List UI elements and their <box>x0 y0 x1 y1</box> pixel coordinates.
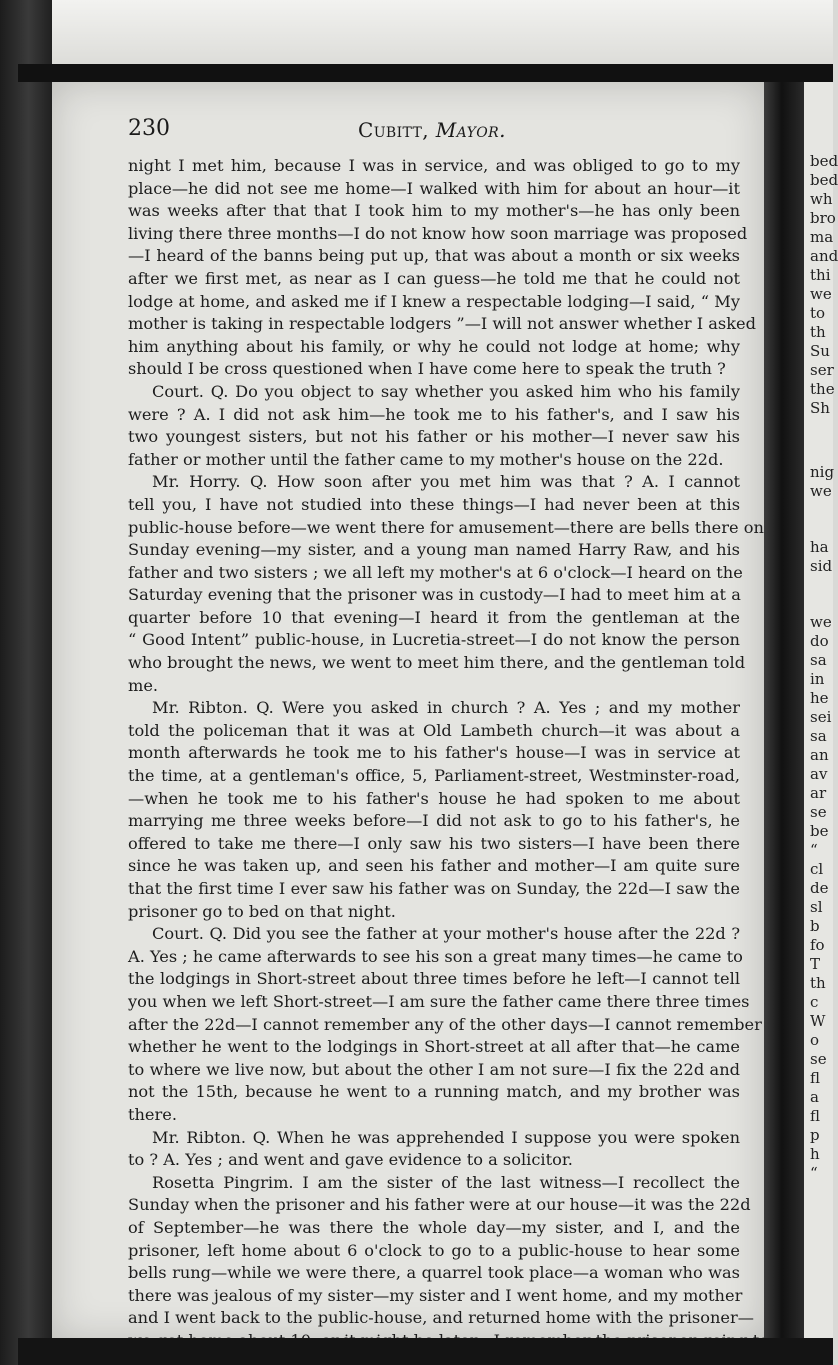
facing-page-fragment: thi <box>810 266 831 284</box>
facing-page-fragment: ma <box>810 228 834 246</box>
text-line: after the 22d—I cannot remember any of the other days—I cannot remember <box>128 1014 762 1034</box>
text-line: the time, at a gentleman's office, 5, Parliament-street, Westminster-road, <box>128 766 740 786</box>
text-line: Mr. Horry. Q. How soon after you met him was that ? A. I cannot <box>152 472 740 492</box>
text-line: and I went back to the public-house, and returned home with the prisoner— <box>128 1308 754 1328</box>
facing-page-fragment: se <box>810 1050 827 1068</box>
facing-page-fragment: Sh <box>810 399 830 417</box>
book-bottom-edge <box>18 1338 833 1365</box>
left-binding-shadow <box>0 0 52 1365</box>
text-line: marrying me three weeks before—I did not ask to go to his father's, he <box>128 811 740 831</box>
text-line: told the policeman that it was at Old Lambeth church—it was about a <box>128 720 740 740</box>
text-line: Mr. Ribton. Q. Were you asked in church ? A. Yes ; and my mother <box>152 698 740 718</box>
facing-page-fragment: p <box>810 1126 820 1144</box>
facing-page-fragment: sei <box>810 708 832 726</box>
facing-page-fragment: fo <box>810 936 825 954</box>
running-title-office: Mayor. <box>435 118 506 142</box>
text-line: —I heard of the banns being put up, that was about a month or six weeks <box>128 246 740 266</box>
text-line: you when we left Short-street—I am sure the father came there three times <box>128 991 750 1011</box>
top-margin <box>0 0 833 72</box>
facing-page-fragment: se <box>810 803 827 821</box>
facing-page-fragment: sa <box>810 651 827 669</box>
text-line: Sunday evening—my sister, and a young man named Harry Raw, and his <box>128 540 740 560</box>
facing-page-fragment: wh <box>810 190 833 208</box>
text-line: lodge at home, and asked me if I knew a respectable lodging—I said, “ My <box>128 291 740 311</box>
text-line: was weeks after that that I took him to my mother's—he has only been <box>128 201 740 221</box>
text-line: after we first met, as near as I can guess—he told me that he could not <box>128 268 740 288</box>
body-text <box>128 155 764 1352</box>
text-line: prisoner go to bed on that night. <box>128 901 396 921</box>
facing-page-fragment: bed <box>810 171 838 189</box>
facing-page <box>804 82 838 1338</box>
facing-page-fragment: h <box>810 1145 820 1163</box>
text-line: Mr. Ribton. Q. When he was apprehended I suppose you were spoken <box>152 1127 740 1147</box>
facing-page-fragment: sid <box>810 557 833 575</box>
text-line: who brought the news, we went to meet him there, and the gentleman told <box>128 653 746 673</box>
facing-page-fragment: bed <box>810 152 838 170</box>
text-line: him anything about his family, or why he could not lodge at home; why <box>128 336 740 356</box>
facing-page-fragment: th <box>810 974 826 992</box>
text-line: public-house before—we went there for amusement—there are bells there on <box>128 517 764 537</box>
text-line: quarter before 10 that evening—I heard it from the gentleman at the <box>128 607 740 627</box>
facing-page-fragment: in <box>810 670 825 688</box>
text-line: not the 15th, because he went to a running match, and my brother was <box>128 1082 740 1102</box>
text-line: whether he went to the lodgings in Short-street at all after that—he came <box>128 1037 740 1057</box>
facing-page-fragment: and <box>810 247 838 265</box>
facing-page-fragment: T <box>810 955 821 973</box>
text-line: father and two sisters ; we all left my mother's at 6 o'clock—I heard on the <box>128 562 743 582</box>
facing-page-fragment: we <box>810 482 832 500</box>
facing-page-fragment: th <box>810 323 826 341</box>
text-line: Saturday evening that the prisoner was in custody—I had to meet him at a <box>128 585 741 605</box>
text-line: living there three months—I do not know how soon marriage was proposed <box>128 223 748 243</box>
facing-page-fragment: cl <box>810 860 824 878</box>
facing-page-fragment: o <box>810 1031 820 1049</box>
book-top-edge <box>18 64 833 82</box>
text-line: that the first time I ever saw his father was on Sunday, the 22d—I saw the <box>128 879 740 898</box>
facing-page-fragment: to <box>810 304 826 322</box>
text-line: Sunday when the prisoner and his father were at our house—it was the 22d <box>128 1195 751 1215</box>
facing-page-fragment: a <box>810 1088 819 1106</box>
text-line: of September—he was there the whole day—my sister, and I, and the <box>128 1217 740 1237</box>
book-gutter <box>764 82 804 1365</box>
text-line: A. Yes ; he came afterwards to see his son a great many times—he came to <box>128 946 743 966</box>
text-line: night I met him, because I was in service, and was obliged to go to my <box>128 156 740 175</box>
facing-page-fragment: sa <box>810 727 827 745</box>
text-line: the lodgings in Short-street about three times before he left—I cannot tell <box>128 969 740 989</box>
facing-page-fragment: we <box>810 285 832 303</box>
text-line: Rosetta Pingrim. I am the sister of the last witness—I recollect the <box>152 1172 740 1192</box>
text-line: tell you, I have not studied into these things—I had never been at this <box>128 494 740 514</box>
facing-page-fragment: ha <box>810 538 829 556</box>
facing-page-fragment: de <box>810 879 829 897</box>
text-line: since he was taken up, and seen his father and mother—I am quite sure <box>128 856 740 876</box>
text-line: should I be cross questioned when I have come here to speak the truth ? <box>128 359 726 379</box>
text-line: me. <box>128 675 159 695</box>
page-number: 230 <box>128 116 170 141</box>
facing-page-fragment: av <box>810 765 828 783</box>
facing-page-fragment: be <box>810 822 829 840</box>
facing-page-fragment: do <box>810 632 829 650</box>
facing-page-fragment: Su <box>810 342 830 360</box>
text-line: offered to take me there—I only saw his two sisters—I have been there <box>128 833 740 853</box>
text-line: bells rung—while we were there, a quarrel took place—a woman who was <box>128 1263 740 1283</box>
facing-page-fragment: the <box>810 380 835 398</box>
text-line: place—he did not see me home—I walked with him for about an hour—it <box>128 178 740 198</box>
text-line: father or mother until the father came to my mother's house on the 22d. <box>128 449 724 469</box>
text-line: mother is taking in respectable lodgers ”—I will not answer whether I asked <box>128 314 756 334</box>
facing-page-fragment: fl <box>810 1107 821 1125</box>
running-head <box>128 116 740 146</box>
facing-page-fragment: sl <box>810 898 823 916</box>
facing-page-fragment: bro <box>810 209 836 227</box>
facing-page-fragment: fl <box>810 1069 821 1087</box>
text-line: two youngest sisters, but not his father or his mother—I never saw his <box>128 427 740 447</box>
facing-page-fragment: ser <box>810 361 834 379</box>
running-title-name: Cubitt, <box>358 118 430 142</box>
running-title <box>358 118 506 142</box>
facing-page-fragment: he <box>810 689 829 707</box>
text-line: —when he took me to his father's house he had spoken to me about <box>128 788 740 808</box>
text-line: prisoner, left home about 6 o'clock to go to a public-house to hear some <box>128 1240 740 1260</box>
text-line: to ? A. Yes ; and went and gave evidence to a solicitor. <box>128 1150 573 1170</box>
facing-page-fragment: we <box>810 613 832 631</box>
facing-page-fragment: c <box>810 993 819 1011</box>
facing-page-fragment: “ <box>810 1164 818 1182</box>
text-line: “ Good Intent” public-house, in Lucretia-street—I do not know the person <box>128 630 740 650</box>
facing-page-fragment: b <box>810 917 820 935</box>
facing-page-fragment: nig <box>810 463 835 481</box>
facing-page-fragment: “ <box>810 841 818 859</box>
text-line: Court. Q. Do you object to say whether you asked him who his family <box>152 381 740 401</box>
text-line: there was jealous of my sister—my sister and I went home, and my mother <box>128 1285 743 1305</box>
text-line: there. <box>128 1104 177 1124</box>
text-line: month afterwards he took me to his father's house—I was in service at <box>128 743 740 763</box>
text-line: to where we live now, but about the other I am not sure—I fix the 22d and <box>128 1059 740 1079</box>
facing-page-fragment: ar <box>810 784 827 802</box>
facing-page-fragment: an <box>810 746 829 764</box>
text-line: Court. Q. Did you see the father at your mother's house after the 22d ? <box>152 924 740 944</box>
facing-page-fragment: W <box>810 1012 826 1030</box>
text-line: were ? A. I did not ask him—he took me to his father's, and I saw his <box>128 404 740 424</box>
